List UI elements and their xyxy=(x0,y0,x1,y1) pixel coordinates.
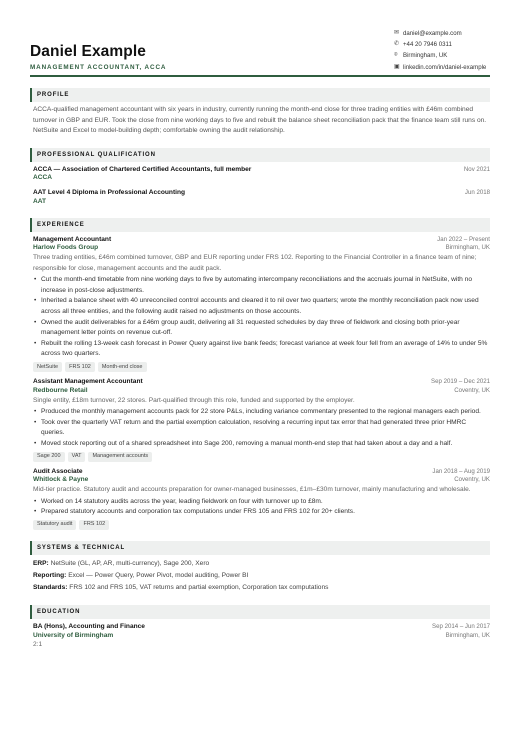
section-qualification-heading: PROFESSIONAL QUALIFICATION xyxy=(30,148,490,162)
skill-value: NetSuite (GL, AP, AR, multi-currency), Sage 200, Xero xyxy=(50,560,210,568)
job-description: Mid-tier practice. Statutory audit and accounts preparation for owner-managed businesses, £1m–£30m turnover, mainly manufacturing and wholesale. xyxy=(33,486,471,494)
job-title-row xyxy=(33,468,490,477)
education-list xyxy=(30,623,490,651)
skill-row xyxy=(30,570,490,582)
job-location: Coventry, UK xyxy=(454,476,490,484)
job-location: Coventry, UK xyxy=(454,386,490,394)
job-date: Jan 2018 – Aug 2019 xyxy=(432,467,490,475)
degree-grade: 2:1 xyxy=(33,641,43,649)
job-bullet: • Inherited a balance sheet with 40 unreconciled control accounts and cleared it to nil over two quarters; wrote the monthly reconciliation pack now used across all three entities, and the following audit raised no adjustments on those accounts. xyxy=(33,296,490,317)
qualification-list xyxy=(30,166,490,207)
candidate-name: Daniel Example xyxy=(30,43,146,60)
school-location: Birmingham, UK xyxy=(445,631,490,639)
job-date: Sep 2019 – Dec 2021 xyxy=(431,378,490,386)
school-name: University of Birmingham xyxy=(33,631,114,639)
header-divider xyxy=(30,75,490,77)
email-icon: ✉ xyxy=(394,29,400,36)
job-bullet: • Rebuilt the rolling 13-week cash forecast in Power Query against live bank feeds; forecast variance at week four fell from an average of 14% to under 5% across two quarters. xyxy=(33,339,490,360)
job-location: Birmingham, UK xyxy=(445,244,490,252)
qualification-org: ACCA xyxy=(33,174,53,182)
qualification-title: ACCA — Association of Chartered Certified Accountants, full member xyxy=(33,165,252,173)
skill-tag: VAT xyxy=(68,452,86,462)
job-bullets xyxy=(33,497,490,518)
contact-list xyxy=(394,28,490,73)
contact-item[interactable] xyxy=(394,62,490,73)
skill-label: Standards: xyxy=(33,584,68,592)
linkedin-icon: ▣ xyxy=(394,63,400,70)
job-description: Single entity, £18m turnover, 22 stores. Part-qualified through this role, funded and supported by the employer. xyxy=(33,396,355,404)
job-company: Whitlock & Payne xyxy=(33,476,89,484)
skill-value: Excel — Power Query, Power Pivot, model auditing, Power BI xyxy=(68,572,249,580)
contact-item xyxy=(394,51,490,62)
education-title-row xyxy=(33,623,490,632)
job-company-row xyxy=(33,476,490,485)
job-bullets xyxy=(33,407,490,449)
job-bullet: • Produced the monthly management accounts pack for 22 store P&Ls, including variance commentary presented to the regional managers each period. xyxy=(33,407,490,418)
skill-value: FRS 102 and FRS 105, VAT returns and partial exemption, Corporation tax computations xyxy=(69,584,329,592)
qualification-item xyxy=(30,166,490,183)
contact-item[interactable] xyxy=(394,28,490,39)
skill-label: ERP: xyxy=(33,560,49,568)
education-school-row xyxy=(33,632,490,641)
job-title-row xyxy=(33,236,490,245)
contact-item xyxy=(394,39,490,50)
job-bullet: • Owned the audit deliverables for a £46m group audit, delivering all 31 requested schedules by day three of fieldwork and closing both prior-year management letter points on revenue cut-off. xyxy=(33,318,490,339)
location-icon: ⌾ xyxy=(394,52,398,59)
phone-icon: ✆ xyxy=(394,40,400,47)
section-profile-heading: PROFILE xyxy=(30,88,490,102)
skill-tag: Month-end close xyxy=(98,362,147,372)
qualification-row xyxy=(33,189,490,198)
job-entry xyxy=(30,378,490,462)
skill-tag: Sage 200 xyxy=(33,452,65,462)
resume-header xyxy=(30,28,490,72)
job-description: Three trading entities, £46m combined turnover, GBP and EUR reporting under FRS 102. Reporting to the Financial Controller in a finance team of nine; responsible for close, management accounts and the audit pack. xyxy=(33,254,477,272)
job-company-row xyxy=(33,387,490,396)
job-tags xyxy=(33,362,490,372)
job-company: Redbourne Retail xyxy=(33,386,88,394)
profile-text: ACCA-qualified management accountant with six years in industry, currently running the month-end close for three trading entities with £46m combined turnover in GBP and EUR. Took the close from nine working days to five and rebuilt the balance sheet reconciliation pack that the finance team still runs on. NetSuite and Excel to model-building depth; comfortable owning the audit relationship. xyxy=(33,106,487,135)
skill-tag: FRS 102 xyxy=(79,520,109,530)
job-company: Harlow Foods Group xyxy=(33,244,99,252)
qualification-date: Jun 2018 xyxy=(464,189,490,197)
section-experience-heading: EXPERIENCE xyxy=(30,218,490,232)
candidate-role: MANAGEMENT ACCOUNTANT, ACCA xyxy=(30,64,167,72)
education-date: Sep 2014 – Jun 2017 xyxy=(432,623,490,631)
job-bullets xyxy=(33,275,490,360)
job-title: Audit Associate xyxy=(33,467,83,475)
skill-tag: Management accounts xyxy=(88,452,152,462)
job-title: Assistant Management Accountant xyxy=(33,378,143,386)
job-tags xyxy=(33,520,490,530)
job-bullet: • Moved stock reporting out of a shared spreadsheet into Sage 200, removing a manual month-end step that had taken about a day and a half. xyxy=(33,439,490,450)
experience-list xyxy=(30,236,490,530)
degree-title: BA (Hons), Accounting and Finance xyxy=(33,623,145,631)
job-tags xyxy=(33,452,490,462)
section-skills-heading: SYSTEMS & TECHNICAL xyxy=(30,541,490,555)
contact-text: Birmingham, UK xyxy=(403,52,448,60)
skill-tag: NetSuite xyxy=(33,362,62,372)
job-bullet: • Took over the quarterly VAT return and the partial exemption calculation, resolving a recurring input tax error that had generated three prior HMRC queries. xyxy=(33,418,490,439)
job-date: Jan 2022 – Present xyxy=(437,235,490,243)
contact-text: linkedin.com/in/daniel-example xyxy=(403,63,487,71)
job-bullet: • Worked on 14 statutory audits across the year, leading fieldwork on four with turnover up to £8m. xyxy=(33,497,490,508)
job-bullet: • Cut the month-end timetable from nine working days to five by automating intercompany reconciliations and the accruals journal in NetSuite, with no increase in post-close adjustments. xyxy=(33,275,490,296)
skills-list xyxy=(30,558,490,594)
job-title: Management Accountant xyxy=(33,235,112,243)
qualification-row xyxy=(33,166,490,175)
job-title-row xyxy=(33,378,490,387)
skill-tag: FRS 102 xyxy=(65,362,95,372)
job-entry xyxy=(30,236,490,373)
job-company-row xyxy=(33,244,490,253)
skill-row xyxy=(30,582,490,594)
skill-row xyxy=(30,558,490,570)
qualification-date: Nov 2021 xyxy=(463,165,490,173)
section-education-heading: EDUCATION xyxy=(30,605,490,619)
contact-text: daniel@example.com xyxy=(403,29,462,37)
job-bullet: • Prepared statutory accounts and corporation tax computations under FRS 105 and FRS 102 for 20+ clients. xyxy=(33,507,490,518)
education-item xyxy=(30,623,490,651)
name-block xyxy=(30,28,166,73)
contact-text: +44 20 7946 0311 xyxy=(403,40,452,48)
skill-label: Reporting: xyxy=(33,572,67,580)
job-entry xyxy=(30,468,490,530)
qualification-item xyxy=(30,189,490,206)
qualification-org: AAT xyxy=(33,197,47,205)
skill-tag: Statutory audit xyxy=(33,520,76,530)
qualification-title: AAT Level 4 Diploma in Professional Accounting xyxy=(33,189,186,197)
